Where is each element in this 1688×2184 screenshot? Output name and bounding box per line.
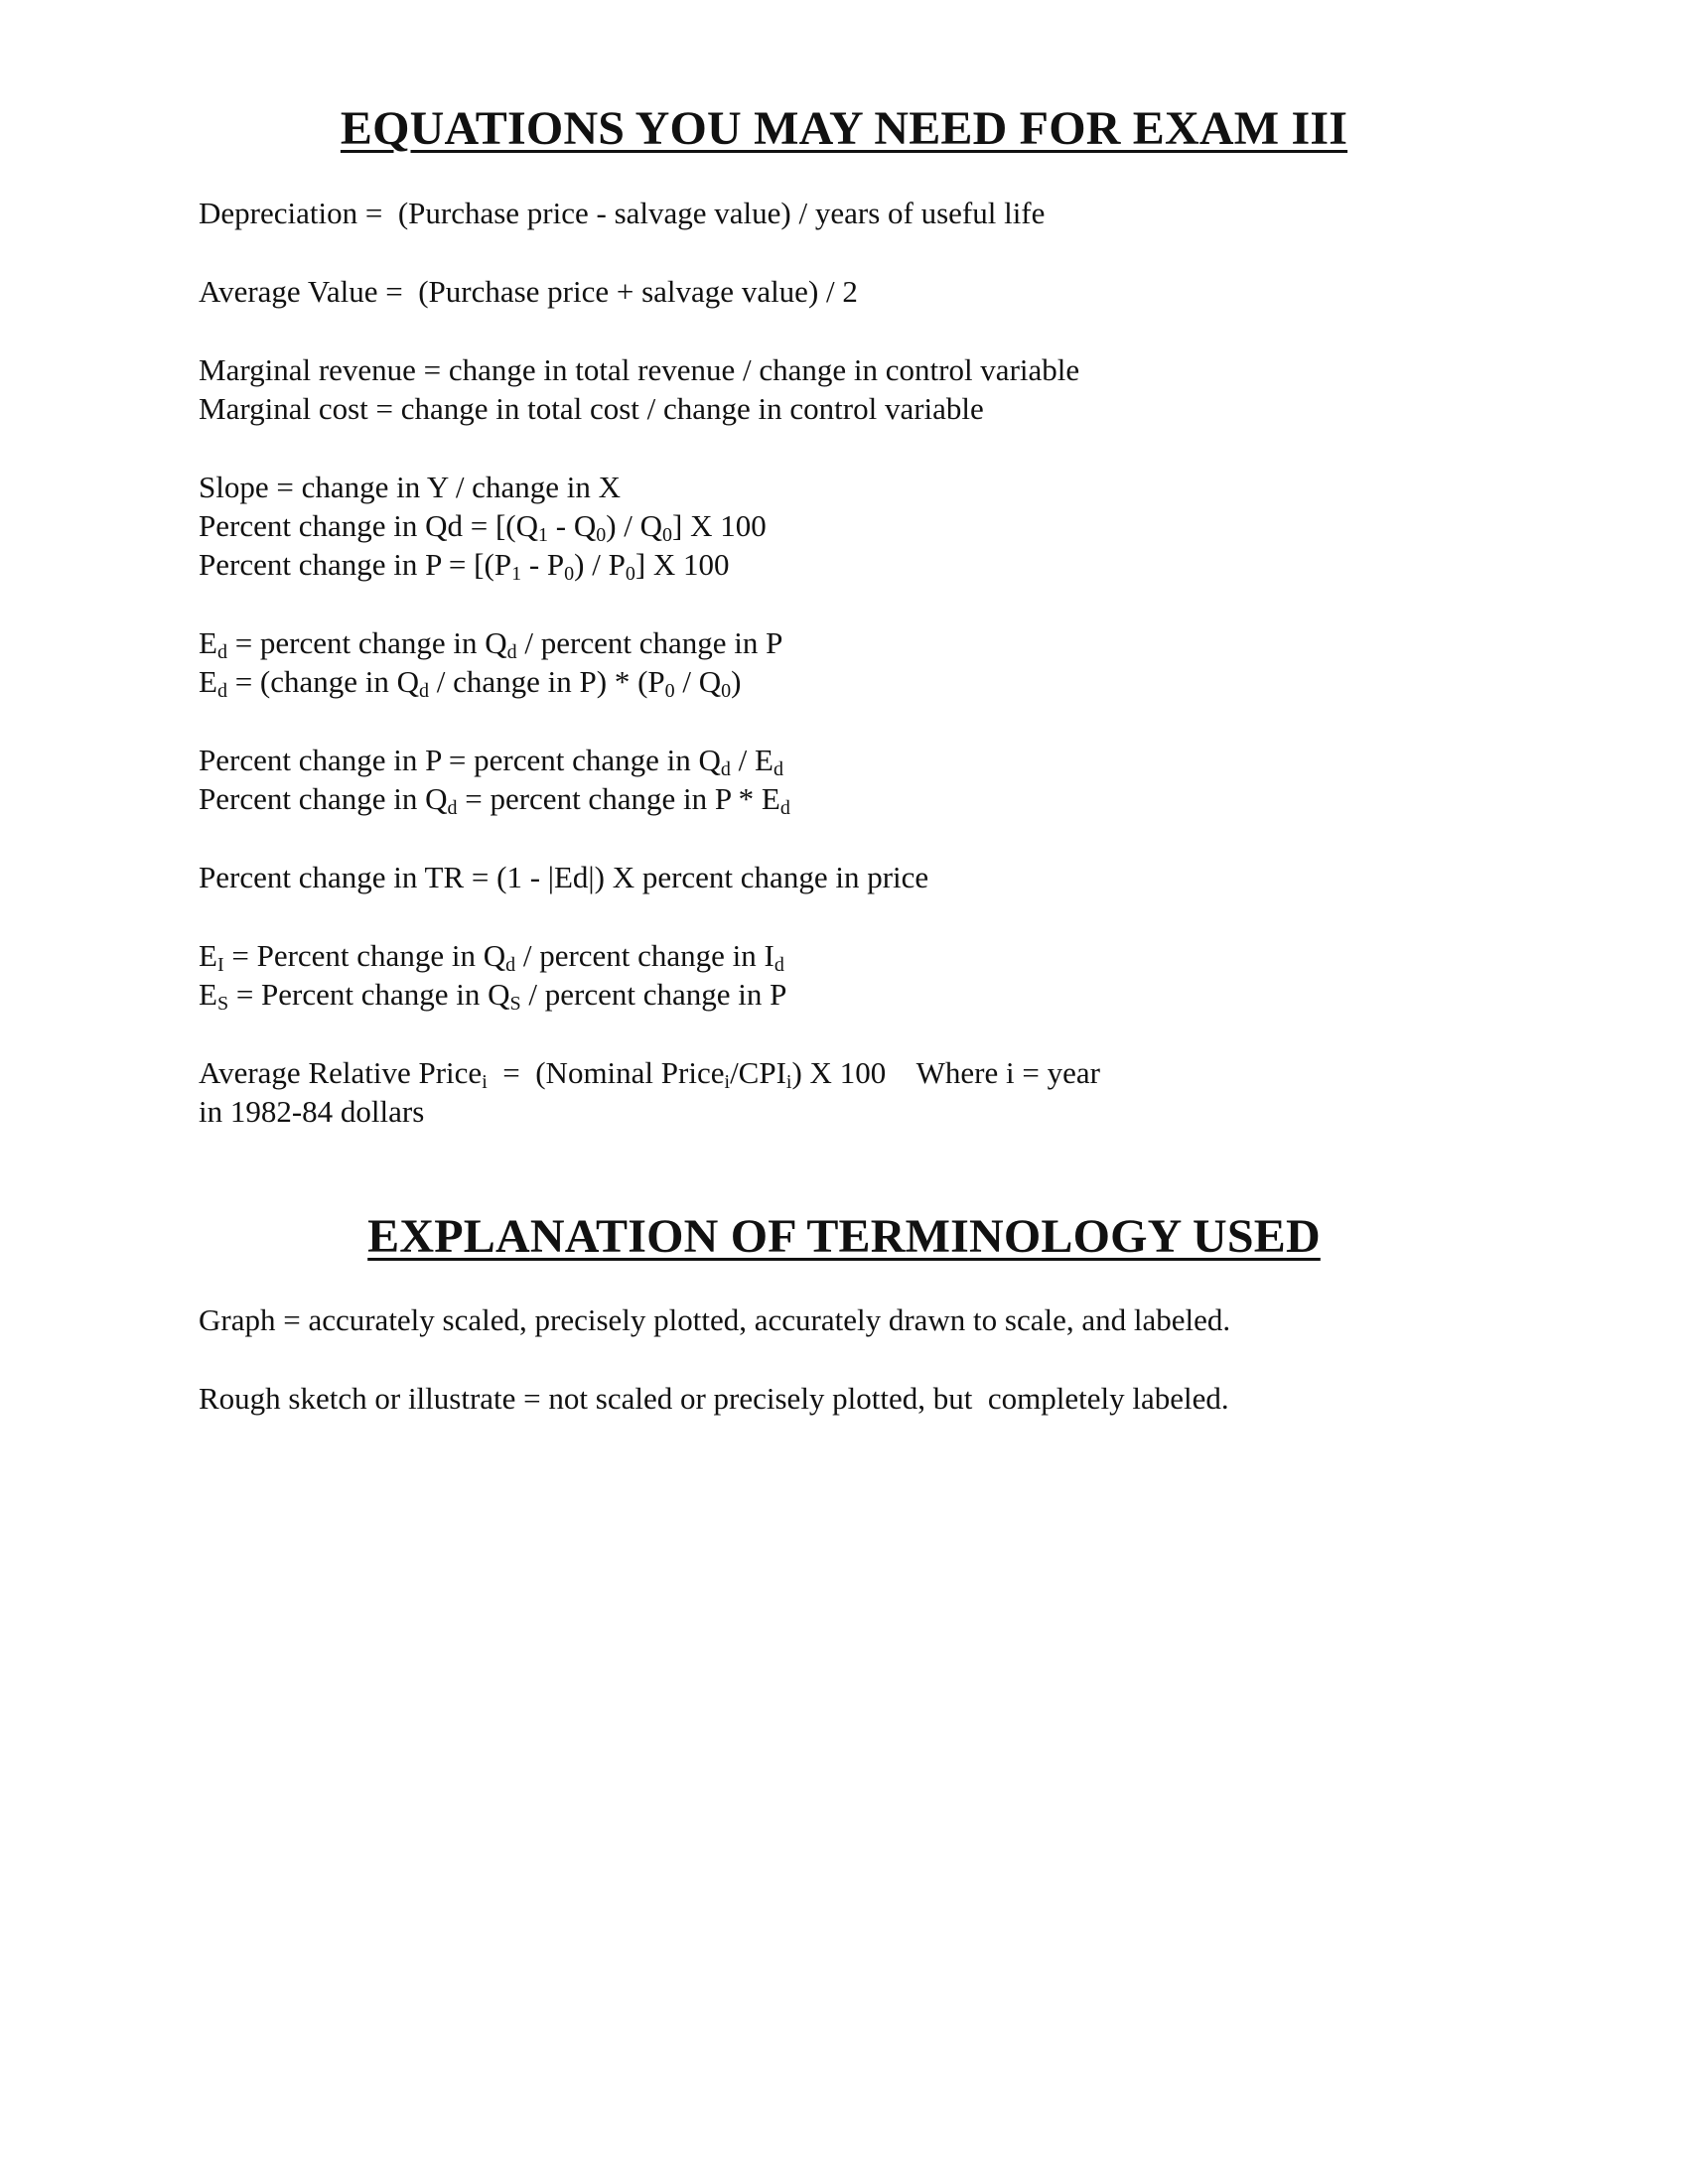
graph-definition: Graph = accurately scaled, precisely plotted, accurately drawn to scale, and labeled. bbox=[199, 1302, 1231, 1337]
pct-qd-from-ed-equation: Percent change in $Q_d$ = percent change in P * $E_d$ bbox=[199, 781, 790, 819]
marginal-cost-equation: Marginal cost = change in total cost / change in control variable bbox=[199, 391, 984, 426]
percent-change-from-ed-equations bbox=[199, 741, 1489, 818]
ei-equation: $E_I$ = Percent change in $Q_d$ / percent change in $I_d$ bbox=[199, 938, 784, 976]
depreciation-equation: Depreciation = (Purchase price - salvage value) / years of useful life bbox=[199, 196, 1046, 230]
slope-percent-equations bbox=[199, 468, 1489, 584]
rough-sketch-definition: Rough sketch or illustrate = not scaled or precisely plotted, but completely labeled. bbox=[199, 1381, 1229, 1416]
equations-heading: EQUATIONS YOU MAY NEED FOR EXAM III bbox=[340, 102, 1348, 155]
ed-percent-equation: $E_d$ = percent change in $Q_d$ / percent change in P bbox=[199, 625, 783, 663]
pct-p-from-ed-equation: Percent change in P = percent change in $Q_d / E_d$ bbox=[199, 743, 783, 780]
marginal-revenue-equation: Marginal revenue = change in total revenue / change in control variable bbox=[199, 352, 1080, 387]
income-supply-elasticity-equations bbox=[199, 936, 1489, 1014]
percent-change-qd-equation: Percent change in $Qd = [(Q_1 - Q_0) / Q_0]$ X 100 bbox=[199, 508, 767, 546]
percent-change-tr-equation: Percent change in TR = (1 - |Ed|) X percent change in price bbox=[199, 860, 929, 894]
elasticity-demand-equations bbox=[199, 623, 1489, 701]
percent-change-p-equation: Percent change in $P = [(P_1 - P_0) / P_0]$ X 100 bbox=[199, 547, 730, 585]
marginal-equations bbox=[199, 350, 1489, 428]
slope-equation: Slope = change in Y / change in X bbox=[199, 470, 621, 504]
es-equation: $E_S$ = Percent change in $Q_S$ / percent change in P bbox=[199, 977, 787, 1015]
terminology-heading: EXPLANATION OF TERMINOLOGY USED bbox=[367, 1210, 1321, 1263]
ed-change-equation: $E_d$ = (change in $Q_d$ / change in $P) * (P_0 / Q_0)$ bbox=[199, 664, 742, 702]
average-value-equation: Average Value = (Purchase price + salvage value) / 2 bbox=[199, 274, 858, 309]
average-relative-price-equation: Average Relative Price$_i$ = (Nominal $Price_i/CPI_i$) X 100 Where i = year in 1982-84 dollars bbox=[199, 1055, 1100, 1129]
